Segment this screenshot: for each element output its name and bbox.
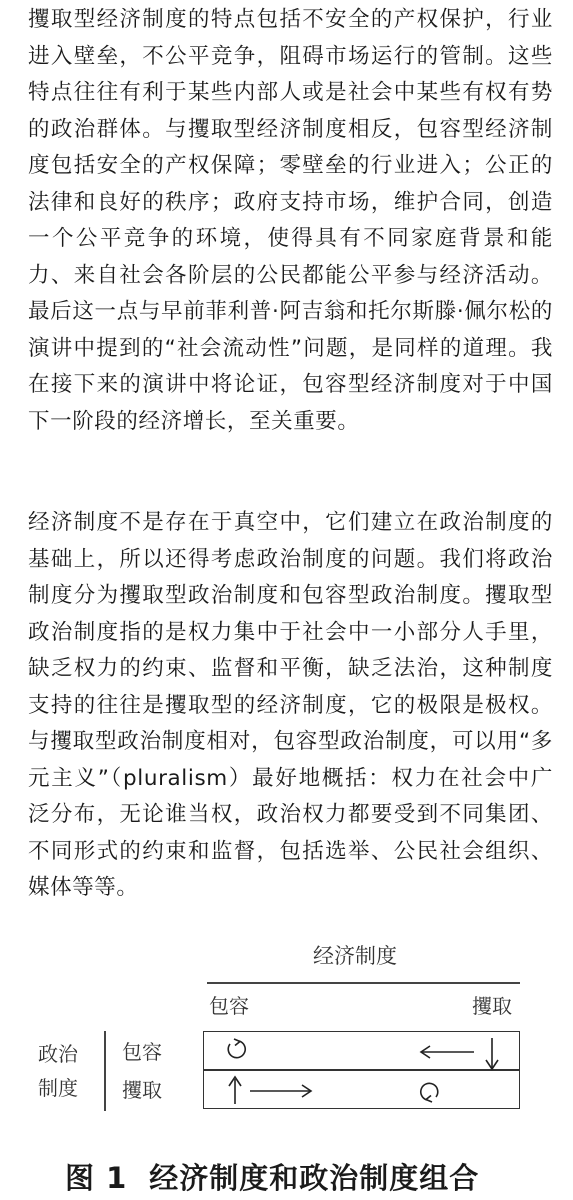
cycle-loop-icon [222,1036,252,1066]
row-header-line-2: 制度 [38,1076,78,1100]
column-header-rule [207,982,520,984]
row-label-inclusive: 包容 [122,1040,162,1064]
body-paragraph-2: 经济制度不是存在于真空中，它们建立在政治制度的基础上，所以还得考虑政治制度的问题。我们将政治制度分为攫取型政治制度和包容型政治制度。攫取型政治制度指的是权力集中于社会中一小部分人手里，缺乏权力的约束、监督和平衡，缺乏法治，这种制度支持的往往是攫取型的经济制度，它的极限是极权。与攫取型政治制度相对，包容型政治制度，可以用“多元主义”（pluralism）最好地概括：权力在社会中广泛分布，无论谁当权，政治权力都要受到不同集团、不同形式的约束和监督，包括选举、公民社会组织、媒体等等。 [28,510,553,900]
row-header-line-1: 政治 [38,1042,78,1066]
right-arrow-icon [246,1078,318,1104]
cycle-loop-icon [414,1075,444,1105]
figure-institution-matrix [0,930,573,1200]
figure-number: 图 1 [65,1161,128,1195]
up-arrow-icon [223,1074,247,1108]
down-arrow-icon [480,1034,504,1074]
column-label-inclusive: 包容 [209,994,249,1018]
figure-column-header: 经济制度 [313,944,397,968]
body-paragraph-1: 攫取型经济制度的特点包括不安全的产权保护，行业进入壁垒，不公平竞争，阻碍市场运行的管制。这些特点往往有利于某些内部人或是社会中某些有权有势的政治群体。与攫取型经济制度相反，包容型经济制度包括安全的产权保障；零壁垒的行业进入；公正的法律和良好的秩序；政府支持市场，维护合同，创造一个公平竞争的环境，使得具有不同家庭背景和能力、来自社会各阶层的公民都能公平参与经济活动。最后这一点与早前菲利普·阿吉翁和托尔斯滕·佩尔松的演讲中提到的“社会流动性”问题，是同样的道理。我在接下来的演讲中将论证，包容型经济制度对于中国下一阶段的经济增长，至关重要。 [28,7,553,434]
row-header-rule [104,1031,106,1111]
figure-caption [65,1161,480,1195]
figure-title: 经济制度和政治制度组合 [149,1161,480,1195]
row-label-extractive: 攫取 [122,1078,162,1102]
column-label-extractive: 攫取 [472,994,512,1018]
matrix-row-divider [204,1069,519,1071]
